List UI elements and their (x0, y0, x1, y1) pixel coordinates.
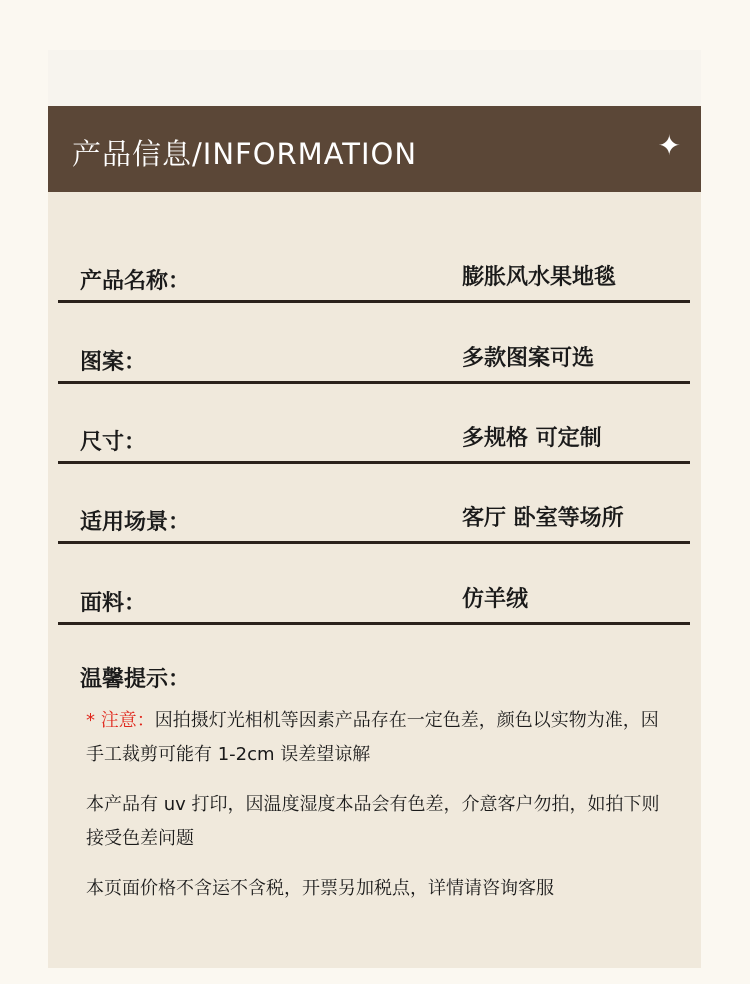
row-label: 适用场景： (80, 510, 191, 535)
product-info-card (48, 50, 701, 968)
info-row-scenario (58, 491, 690, 544)
section-header (48, 106, 701, 192)
row-label: 尺寸： (80, 430, 147, 455)
top-strip (48, 50, 701, 106)
row-value: 客厅 卧室等场所 (462, 506, 624, 531)
row-label: 产品名称： (80, 269, 191, 294)
row-value: 膨胀风水果地毯 (462, 265, 617, 290)
row-label: 面料： (80, 591, 147, 616)
info-row-product-name (58, 250, 690, 303)
tip-note (86, 704, 676, 772)
sparkle-icon: ✦ (657, 129, 681, 162)
tips-title: 温馨提示： (80, 667, 191, 692)
row-value: 仿羊绒 (462, 587, 529, 612)
section-title: 产品信息/INFORMATION (72, 137, 418, 171)
tip-note-text: 因拍摄灯光相机等因素产品存在一定色差，颜色以实物为准，因手工裁剪可能有 1-2cm 误差望谅解 (86, 710, 659, 765)
row-label: 图案： (80, 350, 147, 375)
warning-prefix: * 注意： (86, 710, 155, 731)
row-value: 多规格 可定制 (462, 426, 602, 451)
row-value: 多款图案可选 (462, 346, 595, 371)
info-row-size (58, 411, 690, 464)
info-row-pattern (58, 331, 690, 384)
tip-uv-print: 本产品有 uv 打印，因温度湿度本品会有色差，介意客户勿拍，如拍下则接受色差问题 (86, 794, 660, 849)
info-row-fabric (58, 572, 690, 625)
tip-price: 本页面价格不含运不含税，开票另加税点，详情请咨询客服 (86, 878, 554, 899)
